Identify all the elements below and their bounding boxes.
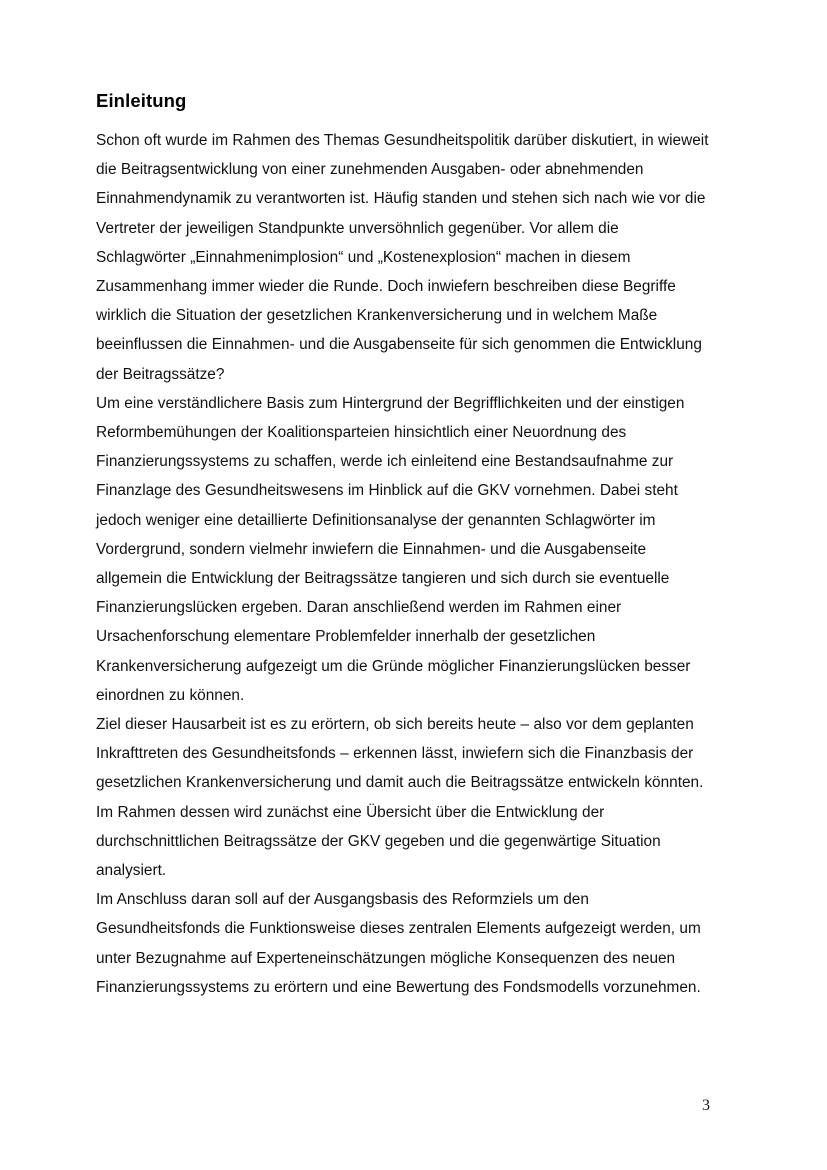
paragraph: Im Anschluss daran soll auf der Ausgangsbasis des Reformziels um den Gesundheitsfonds die Funktionsweise dieses zentralen Elements aufgezeigt werden, um unter Bezugnahme auf Experteneinschätzungen mögliche Konsequenzen des neuen Finanzierungssystems zu erörtern und eine Bewertung des Fondsmodells vorzunehmen. <box>96 891 701 996</box>
paragraph: Schon oft wurde im Rahmen des Themas Gesundheitspolitik darüber diskutiert, in wieweit die Beitragsentwicklung von einer zunehmenden Ausgaben- oder abnehmenden Einnahmendynamik zu verantworten ist. Häufig standen und stehen sich nach wie vor die Vertreter der jeweiligen Standpunkte unversöhnlich gegenüber. Vor allem die Schlagwörter „Einnahmenimplosion“ und „Kostenexplosion“ machen in diesem Zusammenhang immer wieder die Runde. Doch inwiefern beschreiben diese Begriffe wirklich die Situation der gesetzlichen Krankenversicherung und in welchem Maße beeinflussen die Einnahmen- und die Ausgabenseite für sich genommen die Entwicklung der Beitragssätze? <box>96 132 709 383</box>
paragraph: Ziel dieser Hausarbeit ist es zu erörtern, ob sich bereits heute – also vor dem geplanten Inkrafttreten des Gesundheitsfonds – erkennen lässt, inwiefern sich die Finanzbasis der gesetzlichen Krankenversicherung und damit auch die Beitragssätze entwickeln könnten. Im Rahmen dessen wird zunächst eine Übersicht über die Entwicklung der durchschnittlichen Beitragssätze der GKV gegeben und die gegenwärtige Situation analysiert. <box>96 716 704 880</box>
page-content <box>96 90 712 1002</box>
page-title: Einleitung <box>96 90 187 111</box>
body-text <box>96 126 712 1002</box>
page-number: 3 <box>702 1097 710 1114</box>
paragraph: Um eine verständlichere Basis zum Hintergrund der Begrifflichkeiten und der einstigen Reformbemühungen der Koalitionsparteien hinsichtlich einer Neuordnung des Finanzierungssystems zu schaffen, werde ich einleitend eine Bestandsaufnahme zur Finanzlage des Gesundheitswesens im Hinblick auf die GKV vornehmen. Dabei steht jedoch weniger eine detaillierte Definitionsanalyse der genannten Schlagwörter im Vordergrund, sondern vielmehr inwiefern die Einnahmen- und die Ausgabenseite allgemein die Entwicklung der Beitragssätze tangieren und sich durch sie eventuelle Finanzierungslücken ergeben. Daran anschließend werden im Rahmen einer Ursachenforschung elementare Problemfelder innerhalb der gesetzlichen Krankenversicherung aufgezeigt um die Gründe möglicher Finanzierungslücken besser einordnen zu können. <box>96 394 691 704</box>
